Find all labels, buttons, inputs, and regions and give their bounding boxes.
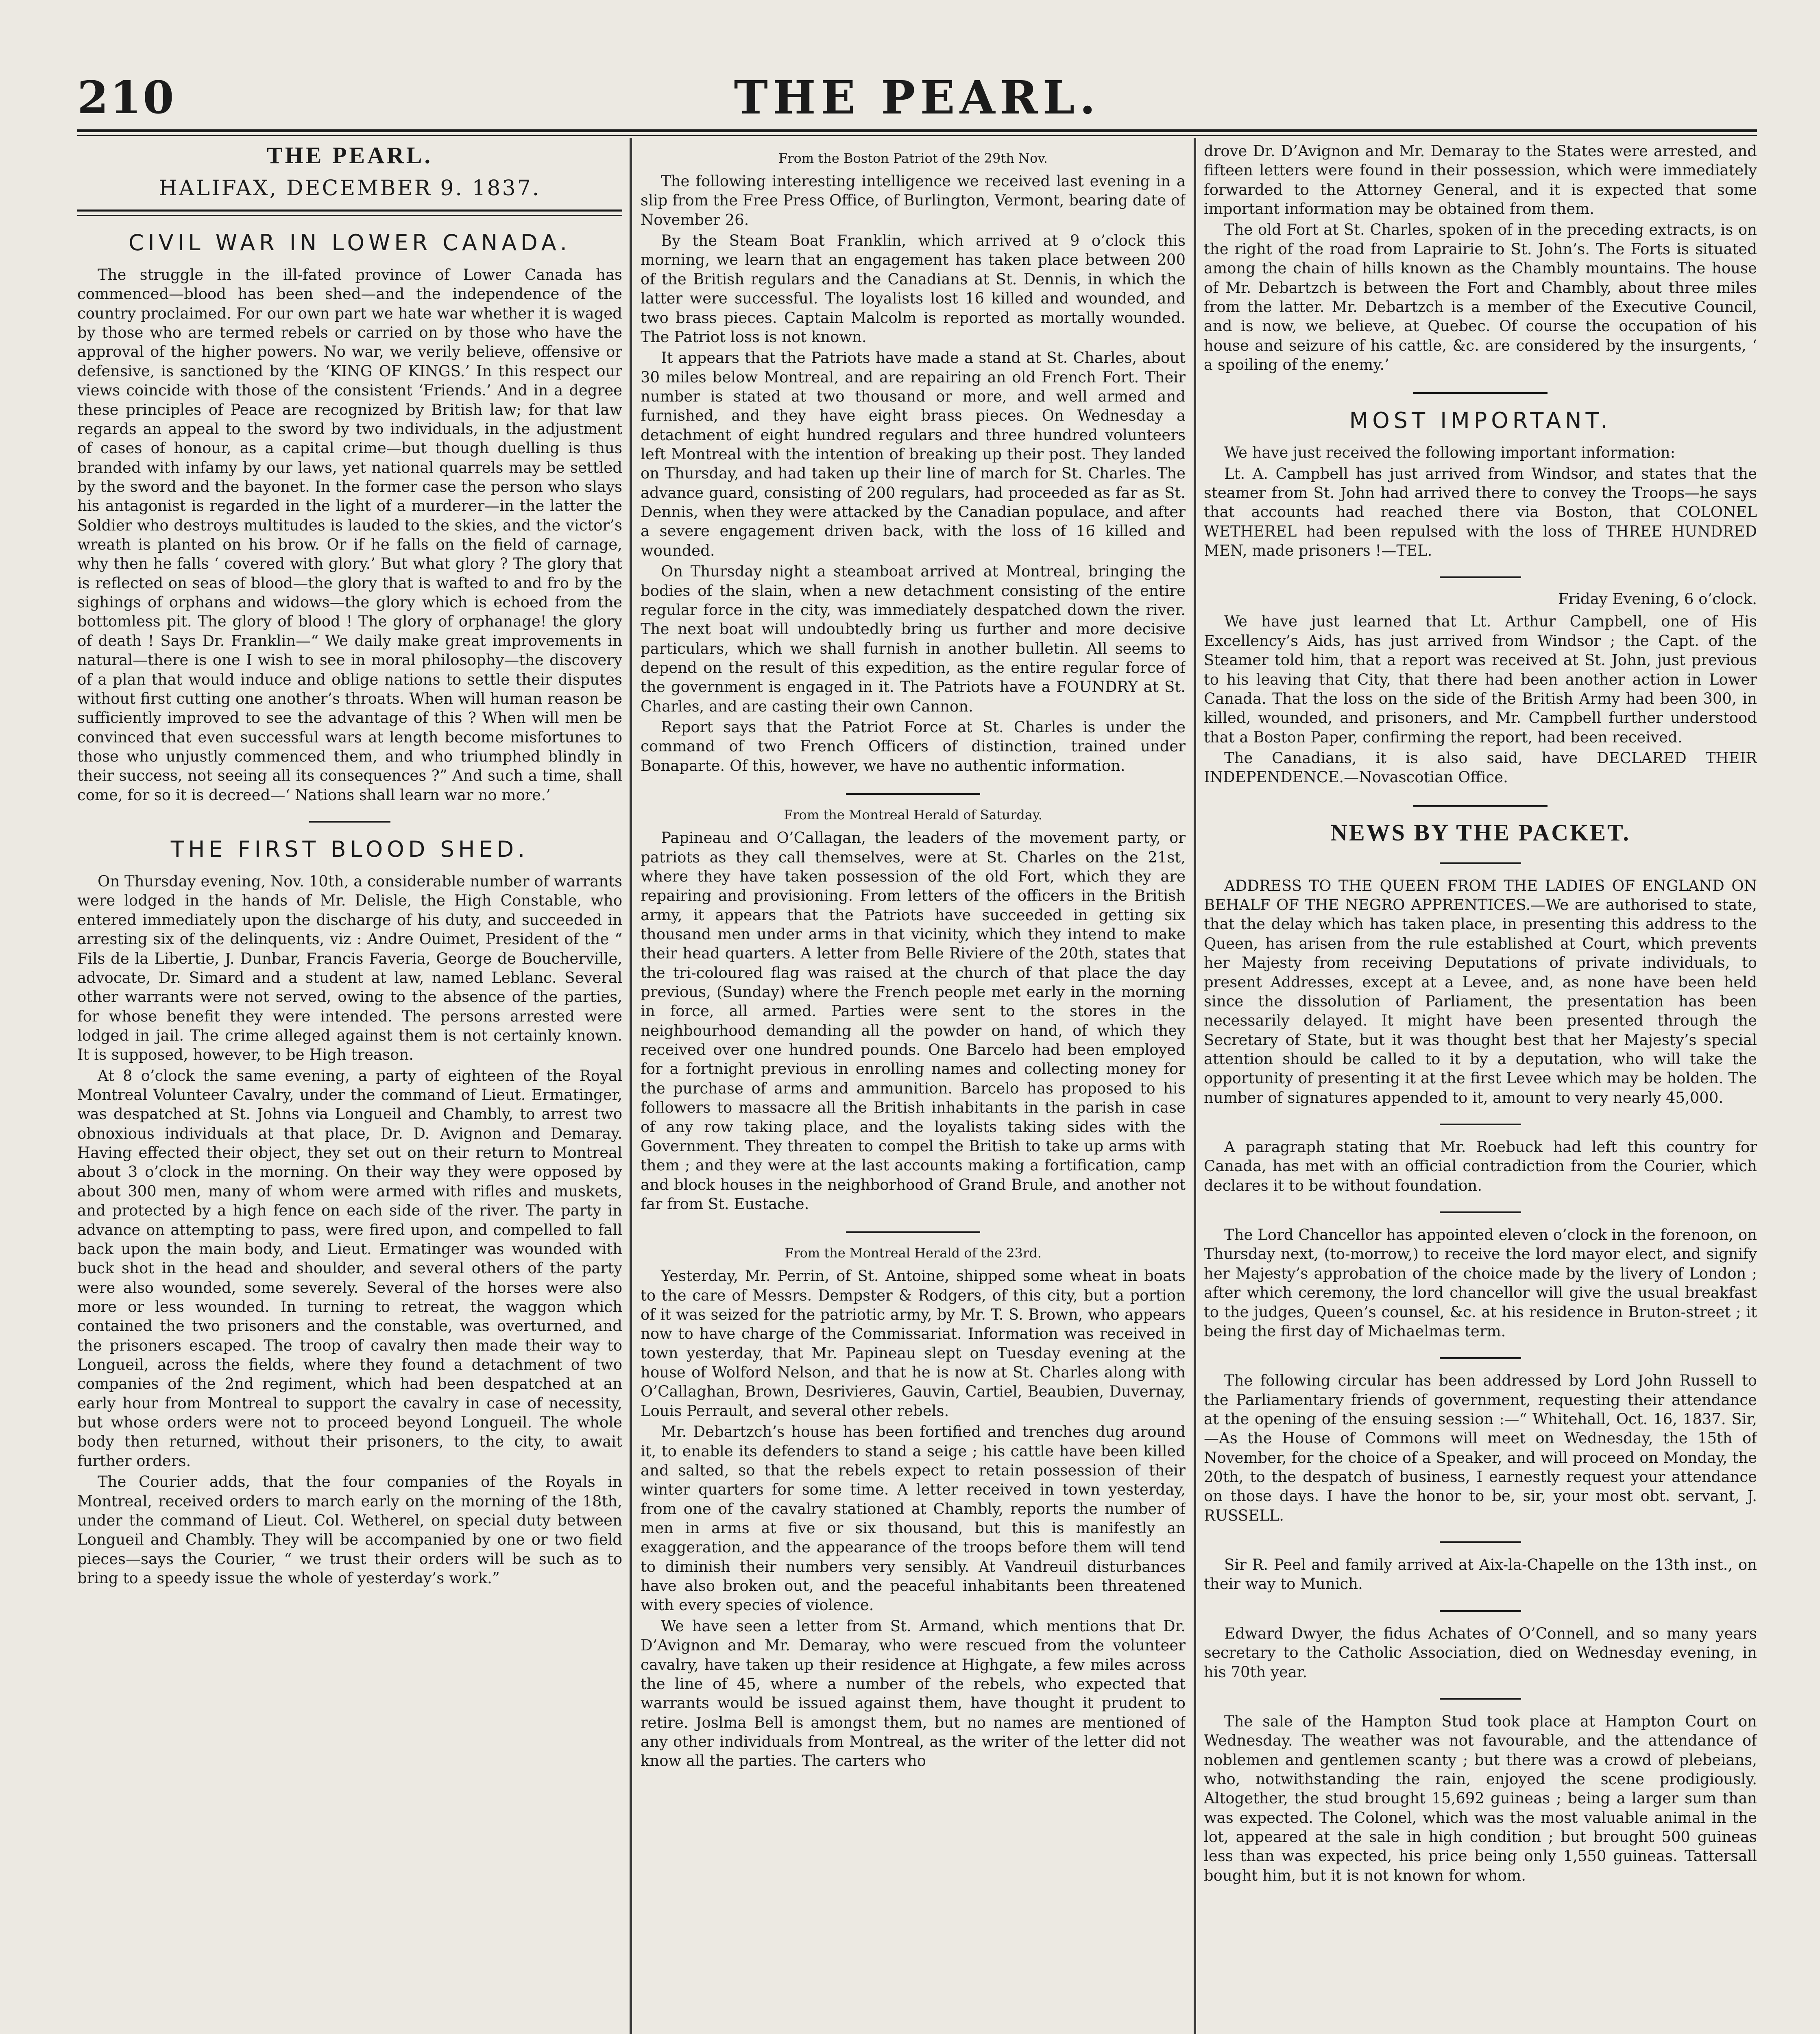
section-rule [1413,805,1548,807]
headline-first-blood: THE FIRST BLOOD SHED. [170,836,529,862]
section-rule [1440,1541,1521,1543]
section-rule [309,821,390,823]
column-3 [1204,142,1757,2034]
double-rule [77,210,622,216]
headline-civil-war: CIVIL WAR IN LOWER CANADA. [129,230,571,255]
section-rule [846,793,980,795]
masthead-rule-thin [77,135,1757,136]
article-paragraph: The struggle in the ill-fated province of Lower Canada has commenced—blood has been shed—and the independence of the country proclaimed. For our own part we hate war whether it is waged by those who are termed rebels or carried on by those who have the approval of the higher powers. No war, we verily believe, offensive or defensive, is sanctioned by the ‘KING OF KINGS.’ In this respect our views coincide with those of the consistent ‘Friends.’ And in a degree these principles of Peace are recognized by British law; for that law regards an appeal to the sword by two individuals, in the adjustment of cases of honour, as a capital crime—but though duelling is thus branded with infamy by our laws, yet national quarrels may be settled by the sword and the bayonet. In the former case the person who slays his antagonist is regarded in the light of a murderer—in the latter the Soldier who destroys multitudes is lauded to the skies, and the victor’s wreath is planted on his brow. Or if he falls on the field of carnage, why then he falls ‘ covered with glory.’ But what glory ? The glory that is reflected on seas of blood—the glory that is wafted to and fro by the sighings of orphans and widows—the glory which is echoed from the bottomless pit. The glory of blood ! The glory of orphanage! the glory of death ! Says Dr. Franklin—“ We daily make great improvements in natural—there is one I wish to see in moral philosophy—the discovery of a plan that would induce and oblige nations to settle their disputes without first cutting one another’s throats. When will human reason be sufficiently improved to see the advantage of this ? When will men be convinced that even successful wars at length become misfortunes to those who unjustly commenced them, and who triumphed blindly in their success, not seeing all its consequences ?” And such a time, shall come, for so it is decreed—‘ Nations shall learn war no more.’ [77,266,622,804]
article-paragraph: The following interesting intelligence we received last evening in a slip from the Free Press Office, of Burlington, Vermont, bearing date of November 26. [641,172,1186,229]
article-paragraph: We have just learned that Lt. Arthur Campbell, one of His Excellency’s Aids, has just arrived from Windsor ; the Capt. of the Steamer told him, that a report was received at St. John, just previous to his leaving that City, that there had been another action in Lower Canada. That the loss on the side of the British Army had been 300, in killed, wounded, and prisoners, and Mr. Campbell further understood that a Boston Paper, confirming the report, had been received. [1204,613,1757,746]
source-line: From the Montreal Herald of Saturday. [784,807,1042,823]
article-paragraph: On Thursday evening, Nov. 10th, a considerable number of warrants were lodged in the hands of Mr. Delisle, the High Constable, who entered immediately upon the discharge of his duty, and succeeded in arresting six of the delinquents, viz : Andre Ouimet, President of the “ Fils de la Libertie, J. Dunbar, Francis Faveria, George de Boucherville, advocate, Dr. Simard and a student at law, named Leblanc. Several other warrants were not served, owing to the absence of the parties, for whose benefit they were intended. The persons arrested were lodged in jail. The crime alleged against them is not certainly known. It is supposed, however, to be High treason. [77,873,622,1064]
article-paragraph: It appears that the Patriots have made a stand at St. Charles, about 30 miles below Montreal, and are repairing an old French Fort. Their number is stated at two thousand or more, and well armed and furnished, and they have eight brass pieces. On Wednesday a detachment of eight hundred regulars and three hundred volunteers left Montreal with the intention of breaking up their post. They landed on Thursday, and had taken up their line of march for St. Charles. The advance guard, consisting of 200 regulars, had proceeded as far as St. Dennis, when they were attacked by the Canadian populace, and after a severe engagement driven back, with the loss of 16 killed and wounded. [641,349,1186,559]
headline-news-packet: NEWS BY THE PACKET. [1330,819,1630,846]
source-line: From the Montreal Herald of the 23rd. [785,1245,1042,1261]
column-1 [77,142,622,2034]
article-paragraph: A paragraph stating that Mr. Roebuck had left this country for Canada, has met with an official contradiction from the Courier, which declares it to be without foundation. [1204,1138,1757,1194]
article-paragraph: Report says that the Patriot Force at St. Charles is under the command of two French Officers of distinction, trained under Bonaparte. Of this, however, we have no authentic information. [641,718,1186,775]
page-number: 210 [77,71,176,124]
article-paragraph: By the Steam Boat Franklin, which arrived at 9 o’clock this morning, we learn that an engagement has taken place between 200 of the British regulars and the Canadians at St. Dennis, in which the latter were successful. The loyalists lost 16 killed and wounded, and two brass pieces. Captain Malcolm is reported as mortally wounded. The Patriot loss is not known. [641,232,1186,346]
newspaper-title: THE PEARL. [734,71,1101,124]
section-rule [1440,1124,1521,1125]
article-paragraph: drove Dr. D’Avignon and Mr. Demaray to the States were arrested, and fifteen letters were found in their possession, which were immediately forwarded to the Attorney General, and it is expected that some important information may be obtained from them. [1204,142,1757,218]
headline-most-important: MOST IMPORTANT. [1349,408,1612,434]
section-rule [1440,1610,1521,1612]
article-paragraph: The Courier adds, that the four companies of the Royals in Montreal, received orders to march early on the morning of the 18th, under the command of Lieut. Col. Wetherel, on special duty between Longueil and Chambly. They will be accompanied by one or two field pieces—says the Courier, “ we trust their orders will be such as to bring to a speedy issue the whole of yesterday’s work.” [77,1473,622,1587]
article-paragraph: The Lord Chancellor has appointed eleven o’clock in the forenoon, on Thursday next, (to-morrow,) to receive the lord mayor elect, and signify her Majesty’s approbation of the choice made by the livery of London ; after which ceremony, the lord chancellor will give the usual breakfast to the judges, Queen’s counsel, &c. at his residence in Bruton-street ; it being the first day of Michaelmas term. [1204,1226,1757,1340]
dateline: HALIFAX, DECEMBER 9. 1837. [159,176,541,201]
article-paragraph: We have seen a letter from St. Armand, which mentions that Dr. D’Avignon and Mr. Demaray, who were rescued from the volunteer cavalry, have taken up their residence at Highgate, a few miles across the line of 45, where a number of the rebels, who expected that warrants would be issued against them, have thought it prudent to retire. Joslma Bell is amongst them, but no names are mentioned of any other individuals from Montreal, as the writer of the letter did not know all the parties. The carters who [641,1617,1186,1770]
article-paragraph: We have just received the following important information: [1224,444,1676,462]
article-paragraph: Lt. A. Campbell has just arrived from Windsor, and states that the steamer from St. John had arrived there to convey the Troops—he says that accounts had reached there via Boston, that COLONEL WETHEREL had been repulsed with the loss of THREE HUNDRED MEN, made prisoners !—TEL. [1204,465,1757,560]
article-paragraph: The Canadians, it is also said, have DECLARED THEIR INDEPENDENCE.—Novascotian Office. [1204,749,1757,786]
section-rule [1440,1357,1521,1359]
section-rule [1440,576,1521,578]
section-rule [846,1231,980,1233]
masthead [77,71,1757,128]
section-rule [1440,862,1521,864]
time-line: Friday Evening, 6 o’clock. [1558,590,1757,608]
article-paragraph: On Thursday night a steamboat arrived at Montreal, bringing the bodies of the slain, when a new detachment consisting of the entire regular force in the city, was immediately despatched down the river. The next boat will undoubtedly bring us further and more decisive particulars, which we shall furnish in another bulletin. All seems to depend on the result of this expedition, as the entire regular force of the government is engaged in it. The Patriots have a FOUNDRY at St. Charles, and are casting their own Cannon. [641,563,1186,715]
column-2 [641,142,1186,2034]
article-paragraph: The following circular has been addressed by Lord John Russell to the Parliamentary friends of government, requesting their attendance at the opening of the ensuing session :—“ Whitehall, Oct. 16, 1837. Sir,—As the House of Commons will meet on Wednesday, the 15th of November, for the choice of a Speaker, and will proceed on Monday, the 20th, to the despatch of business, I earnestly request your attendance on those days. I have the honor to be, sir, your most obt. servant, J. RUSSELL. [1204,1372,1757,1524]
section-rule [1413,392,1548,394]
column-divider [630,138,632,2034]
section-rule [1440,1698,1521,1700]
masthead-rule-thick [77,129,1757,132]
article-paragraph: Yesterday, Mr. Perrin, of St. Antoine, shipped some wheat in boats to the care of Messrs. Dempster & Rodgers, of this city, but a portion of it was seized for the patriotic army, by Mr. T. S. Brown, who appears now to have charge of the Commissariat. Information was received in town yesterday, that Mr. Papineau slept on Tuesday evening at the house of Wolford Nelson, and that he is now at St. Charles along with O’Callaghan, Brown, Desrivieres, Gauvin, Cartiel, Beaubien, Duvernay, Louis Perrault, and several other rebels. [641,1267,1186,1420]
section-masthead: THE PEARL. [266,142,433,168]
article-paragraph: ADDRESS TO THE QUEEN FROM THE LADIES OF ENGLAND ON BEHALF OF THE NEGRO APPRENTICES.—We are authorised to state, that the delay which has taken place, in presenting this address to the Queen, has arisen from the rule established at Court, which prevents her Majesty from receiving Deputations of private individuals, to present Addresses, except at a Levee, and, as none have been held since the dissolution of Parliament, the presentation has been necessarily delayed. It might have been presented through the Secretary of State, but it was thought best that her Majesty’s special attention should be called to it by a deputation, who will take the opportunity of presenting it at the first Levee which may be holden. The number of signatures appended to it, amount to very nearly 45,000. [1204,877,1757,1106]
article-paragraph: Papineau and O’Callagan, the leaders of the movement party, or patriots as they call themselves, were at St. Charles on the 21st, where they have taken possession of the old Fort, which they are repairing and provisioning. From letters of the officers in the British army, it appears that the Patriots have succeeded in getting six thousand men under arms in that vicinity, which they intend to make their head quarters. A letter from Belle Riviere of the 20th, states that the tri-coloured flag was raised at the church of that place the day previous, (Sunday) where the French people met early in the morning in force, all armed. Parties were sent to the stores in the neighbourhood demanding all the powder on hand, of which they received over one hundred pounds. One Barcelo had been employed for a fortnight previous in enrolling names and collecting money for the purchase of arms and ammunition. Barcelo has proposed to his followers to massacre all the British inhabitants in the parish in case of any row taking place, and the loyalists taking sides with the Government. They threaten to compel the British to take up arms with them ; and they were at the last accounts making a fortification, camp and block houses in the neighborhood of Grand Brule, and another not far from St. Eustache. [641,829,1186,1213]
article-paragraph: Sir R. Peel and family arrived at Aix-la-Chapelle on the 13th inst., on their way to Munich. [1204,1556,1757,1593]
source-line: From the Boston Patriot of the 29th Nov. [778,151,1048,166]
article-paragraph: The sale of the Hampton Stud took place at Hampton Court on Wednesday. The weather was not favourable, and the attendance of noblemen and gentlemen scanty ; but there was a crowd of plebeians, who, notwithstanding the rain, enjoyed the scene prodigiously. Altogether, the stud brought 15,692 guineas ; being a larger sum than was expected. The Colonel, which was the most valuable animal in the lot, appeared at the sale in high condition ; but brought 500 guineas less than was expected, his price being only 1,550 guineas. Tattersall bought him, but it is not known for whom. [1204,1712,1757,1884]
column-divider [1194,138,1196,2034]
article-paragraph: The old Fort at St. Charles, spoken of in the preceding extracts, is on the right of the road from Laprairie to St. John’s. The Forts is situated among the chain of hills known as the Chambly mountains. The house of Mr. Debartzch is between the Fort and Chambly, about three miles from the latter. Mr. Debartzch is a member of the Executive Council, and is now, we believe, at Quebec. Of course the occupation of his house and seizure of his cattle, &c. are considered by the insurgents, ‘ a spoiling of the enemy.’ [1204,221,1757,373]
article-paragraph: At 8 o’clock the same evening, a party of eighteen of the Royal Montreal Volunteer Cavalry, under the command of Lieut. Ermatinger, was despatched at St. Johns via Longueil and Chambly, to arrest two obnoxious individuals at that place, Dr. D. Avignon and Demaray. Having effected their object, they set out on their return to Montreal about 3 o’clock in the morning. On their way they were opposed by about 300 men, many of whom were armed with rifles and muskets, and protected by a high fence on each side of the river. The party in advance on attempting to pass, were fired upon, and compelled to fall back upon the main body, and Lieut. Ermatinger was wounded with buck shot in the head and shoulder, and several others of the party were also wounded, some severely. Several of the horses were also more or less wounded. In turning to retreat, the waggon which contained the two prisoners and the constable, was overturned, and the prisoners escaped. The troop of cavalry then made their way to Longueil, across the fields, where they found a detachment of two companies of the 2nd regiment, which had been despatched at an early hour from Montreal to support the cavalry in case of necessity, but whose orders were not to proceed beyond Longueil. The whole body then returned, without their prisoners, to the city, to await further orders. [77,1067,622,1470]
article-paragraph: Mr. Debartzch’s house has been fortified and trenches dug around it, to enable its defenders to stand a seige ; his cattle have been killed and salted, so that the rebels expect to retain possession of their winter quarters for some time. A letter received in town yesterday, from one of the cavalry stationed at Chambly, reports the number of men in arms at five or six thousand, but this is manifestly an exaggeration, and the appearance of the troops before them will tend to diminish their numbers very sensibly. At Vandreuil disturbances have also broken out, and the peaceful inhabitants been threatened with every species of violence. [641,1423,1186,1614]
article-paragraph: Edward Dwyer, the fidus Achates of O’Connell, and so many years secretary to the Catholic Association, died on Wednesday evening, in his 70th year. [1204,1624,1757,1681]
section-rule [1440,1211,1521,1213]
